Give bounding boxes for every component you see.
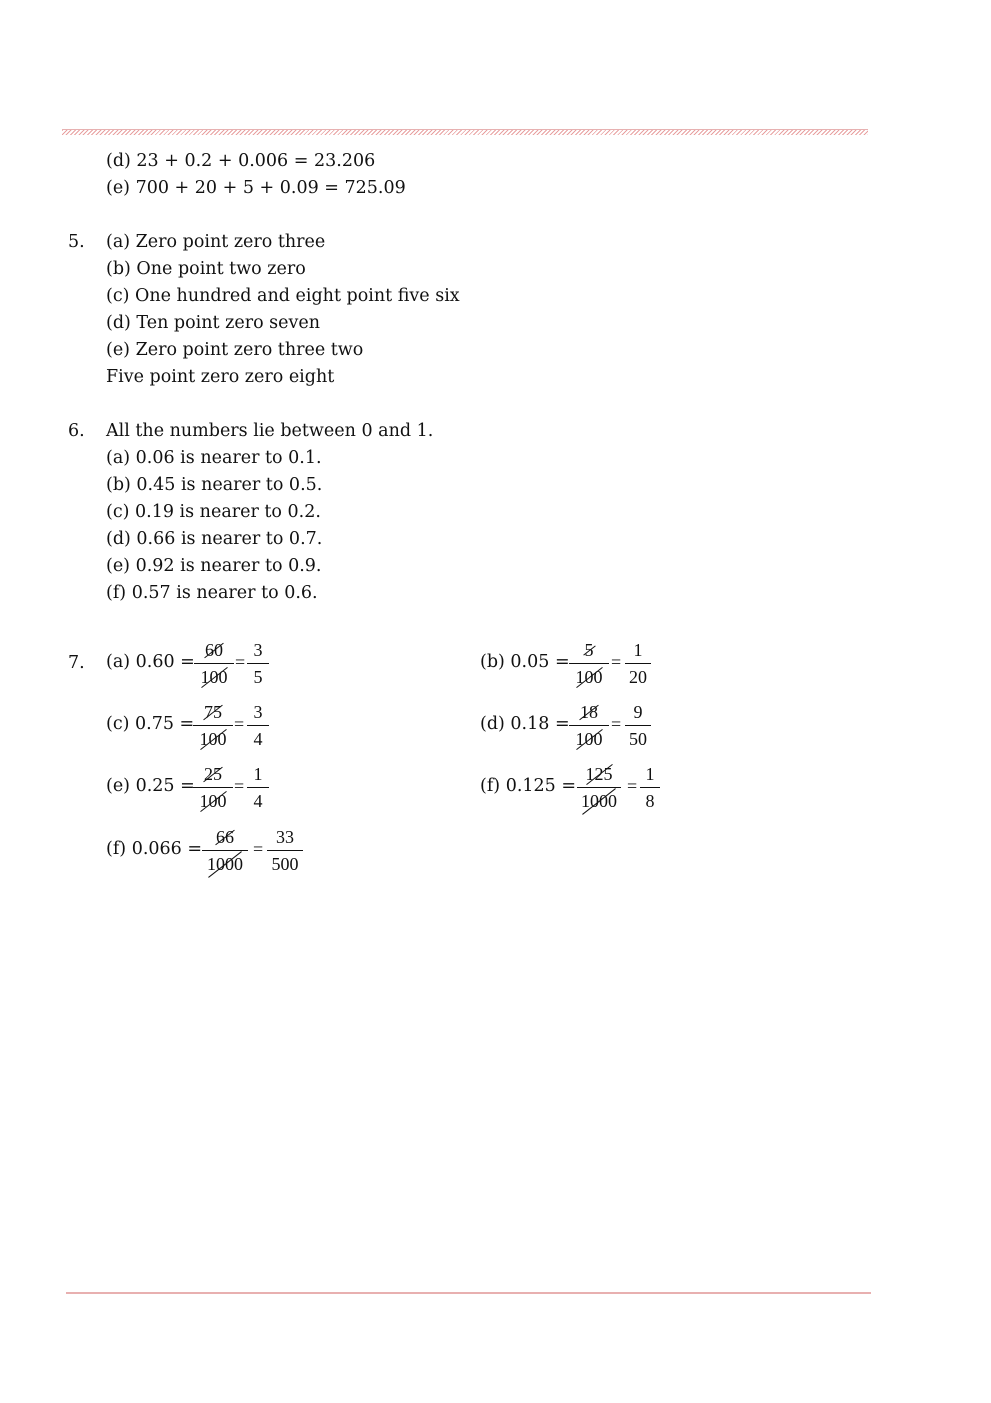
q5-line-a: (a) Zero point zero three [106,232,326,252]
q5-line-c: (c) One hundred and eight point five six [106,286,460,306]
q6-intro: All the numbers lie between 0 and 1. [106,421,434,441]
q7-a-fraction-reduced [247,639,269,688]
q7-f2-fraction-crossed [202,826,248,875]
q7-item-d [480,701,670,749]
q7-e-numerator: 25 [204,764,222,784]
q7-e-label: (e) 0.25 = [106,776,195,796]
q5-number: 5. [68,232,85,252]
q7-f1-fraction-crossed [577,763,621,812]
q7-c-fraction-crossed [193,701,233,750]
q7-d-fraction-reduced [625,701,651,750]
q7-b-fraction-reduced [625,639,651,688]
q7-c-reduced-denominator: 4 [253,729,263,749]
q7-c-reduced-numerator: 3 [253,702,263,722]
q7-f2-label: (f) 0.066 = [106,839,203,859]
q7-f1-denominator: 1000 [581,791,617,811]
q7-d-numerator: 18 [580,702,598,722]
q7-f1-reduced-numerator: 1 [645,764,655,784]
q7-c-equals: = [234,714,245,734]
q7-item-f-second [106,826,316,874]
q7-b-denominator: 100 [575,667,603,687]
q7-e-fraction-reduced [247,763,269,812]
q7-f2-numerator: 66 [216,827,234,847]
q7-b-equals: = [611,652,622,672]
q7-b-reduced-numerator: 1 [633,640,643,660]
q5-line-d: (d) Ten point zero seven [106,313,321,333]
q7-a-label: (a) 0.60 = [106,652,195,672]
q6-line-b: (b) 0.45 is nearer to 0.5. [106,475,323,495]
q7-d-fraction-crossed [569,701,609,750]
q7-a-numerator: 60 [205,640,223,660]
q7-c-fraction-reduced [247,701,269,750]
q7-f1-equals: = [627,776,638,796]
q7-item-f-first [480,763,670,811]
q7-a-fraction-crossed [194,639,234,688]
q6-number: 6. [68,421,85,441]
q7-f1-fraction-reduced [640,763,660,812]
q5-line-e: (e) Zero point zero three two [106,340,364,360]
q7-e-reduced-numerator: 1 [253,764,263,784]
q6-line-a: (a) 0.06 is nearer to 0.1. [106,448,322,468]
q7-e-fraction-crossed [193,763,233,812]
q7-d-equals: = [611,714,622,734]
q6-line-e: (e) 0.92 is nearer to 0.9. [106,556,322,576]
q7-e-denominator: 100 [199,791,227,811]
q7-b-label: (b) 0.05 = [480,652,570,672]
q7-d-denominator: 100 [575,729,603,749]
q7-b-numerator: 5 [584,640,594,660]
q7-f2-reduced-denominator: 500 [271,854,299,874]
q7-item-a [106,639,286,687]
q7-item-e [106,763,286,811]
q7-c-numerator: 75 [204,702,222,722]
q7-a-equals: = [235,652,246,672]
q7-b-fraction-crossed [569,639,609,688]
q7-e-equals: = [234,776,245,796]
q7-d-reduced-numerator: 9 [633,702,643,722]
q5-line-f: Five point zero zero eight [106,367,335,387]
q7-d-label: (d) 0.18 = [480,714,570,734]
q7-item-c [106,701,286,749]
q7-f2-denominator: 1000 [207,854,243,874]
q7-c-label: (c) 0.75 = [106,714,195,734]
top-decorative-rule [62,129,868,135]
q7-e-reduced-denominator: 4 [253,791,263,811]
q4-line-e: (e) 700 + 20 + 5 + 0.09 = 725.09 [106,178,406,198]
q7-item-b [480,639,670,687]
q7-f1-numerator: 125 [585,764,613,784]
q6-line-d: (d) 0.66 is nearer to 0.7. [106,529,323,549]
q7-number: 7. [68,653,85,673]
q4-line-d: (d) 23 + 0.2 + 0.006 = 23.206 [106,151,376,171]
q6-line-c: (c) 0.19 is nearer to 0.2. [106,502,321,522]
q7-d-reduced-denominator: 50 [629,729,647,749]
q7-f2-equals: = [253,839,264,859]
q7-a-denominator: 100 [200,667,228,687]
q5-line-b: (b) One point two zero [106,259,306,279]
q7-f2-fraction-reduced [267,826,303,875]
bottom-decorative-rule [66,1292,871,1294]
q6-line-f: (f) 0.57 is nearer to 0.6. [106,583,318,603]
q7-c-denominator: 100 [199,729,227,749]
q7-b-reduced-denominator: 20 [629,667,647,687]
q7-f1-reduced-denominator: 8 [645,791,655,811]
q7-a-reduced-numerator: 3 [253,640,263,660]
q7-a-reduced-denominator: 5 [253,667,263,687]
q7-f2-reduced-numerator: 33 [276,827,294,847]
q7-f1-label: (f) 0.125 = [480,776,577,796]
